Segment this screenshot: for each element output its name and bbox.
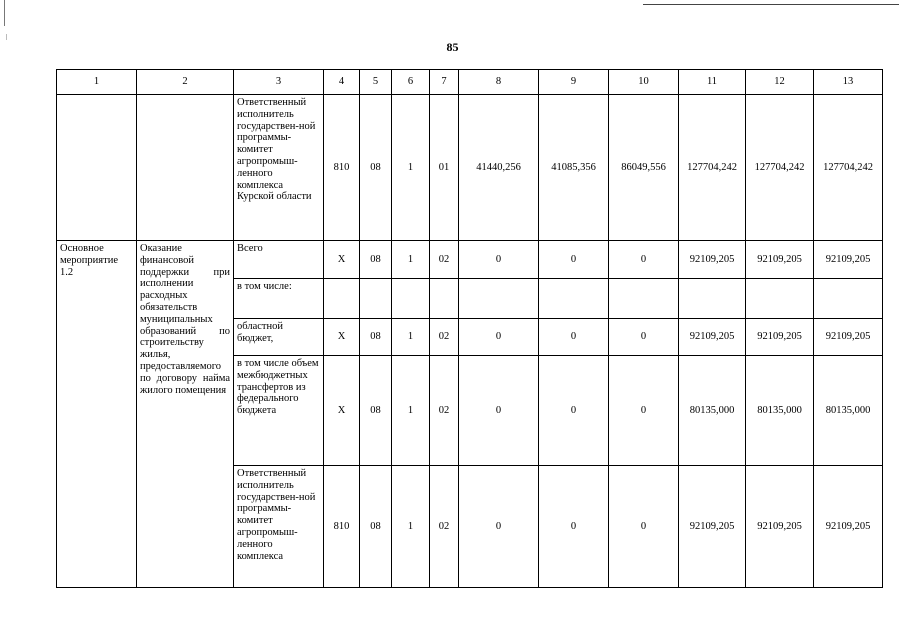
page-number: 85: [446, 40, 459, 54]
table-cell: 810: [324, 466, 360, 588]
table-cell: [430, 279, 459, 319]
table-cell: 1: [392, 95, 430, 241]
executor-cell: Ответственный исполнитель государствен-ной программы-комитет агропромыш-ленного комплекса: [234, 466, 324, 588]
amount-cell: 0: [539, 356, 609, 466]
amount-cell: 92109,205: [679, 319, 746, 356]
amount-cell: 41440,256: [459, 95, 539, 241]
table-cell: 01: [430, 95, 459, 241]
column-header: 5: [360, 70, 392, 95]
table-cell: 08: [360, 241, 392, 279]
table-cell: 810: [324, 95, 360, 241]
column-header: 8: [459, 70, 539, 95]
amount-cell: 0: [459, 466, 539, 588]
amount-cell: 0: [459, 241, 539, 279]
amount-cell: 127704,242: [746, 95, 814, 241]
activity-name-cell: Основное мероприятие 1.2: [57, 241, 137, 588]
table-cell: [609, 279, 679, 319]
amount-cell: 0: [459, 319, 539, 356]
column-header: 9: [539, 70, 609, 95]
table-cell: [360, 279, 392, 319]
column-header: 11: [679, 70, 746, 95]
amount-cell: 0: [539, 466, 609, 588]
table-cell: [539, 279, 609, 319]
amount-cell: 80135,000: [746, 356, 814, 466]
amount-cell: 0: [539, 319, 609, 356]
table-cell: 08: [360, 466, 392, 588]
amount-cell: 0: [459, 356, 539, 466]
category-cell: в том числе:: [234, 279, 324, 319]
column-header: 13: [814, 70, 883, 95]
table-row: [57, 241, 883, 279]
executor-cell: Ответственный исполнитель государствен-ной программы-комитет агропромыш-ленного комплекса Курской области: [234, 95, 324, 241]
amount-cell: 127704,242: [814, 95, 883, 241]
table-cell: [459, 279, 539, 319]
amount-cell: 0: [609, 241, 679, 279]
amount-cell: 80135,000: [679, 356, 746, 466]
table-cell: 02: [430, 241, 459, 279]
amount-cell: 41085,356: [539, 95, 609, 241]
amount-cell: 0: [609, 319, 679, 356]
table-cell: [57, 95, 137, 241]
budget-table: [56, 69, 883, 588]
table-cell: 02: [430, 466, 459, 588]
table-cell: 1: [392, 319, 430, 356]
table-cell: 02: [430, 356, 459, 466]
table-cell: [679, 279, 746, 319]
table-cell: [137, 95, 234, 241]
amount-cell: 0: [609, 356, 679, 466]
table-cell: 1: [392, 356, 430, 466]
amount-cell: 92109,205: [746, 241, 814, 279]
column-header: 2: [137, 70, 234, 95]
amount-cell: 92109,205: [814, 319, 883, 356]
table-cell: 1: [392, 466, 430, 588]
amount-cell: 92109,205: [746, 319, 814, 356]
amount-cell: 92109,205: [679, 241, 746, 279]
amount-cell: 127704,242: [679, 95, 746, 241]
column-header: 6: [392, 70, 430, 95]
table-cell: [746, 279, 814, 319]
amount-cell: 92109,205: [814, 466, 883, 588]
amount-cell: 0: [539, 241, 609, 279]
amount-cell: 92109,205: [746, 466, 814, 588]
column-header: 3: [234, 70, 324, 95]
amount-cell: 92109,205: [679, 466, 746, 588]
category-cell: областной бюджет,: [234, 319, 324, 356]
column-number-row: [57, 70, 883, 95]
category-cell: Всего: [234, 241, 324, 279]
table-cell: [392, 279, 430, 319]
category-cell: в том числе объем межбюджетных трансфертов из федерального бюджета: [234, 356, 324, 466]
table-cell: [814, 279, 883, 319]
left-margin-mark: [4, 0, 5, 26]
table-cell: 08: [360, 95, 392, 241]
table-row: [57, 95, 883, 241]
activity-description-cell: Оказание финансовой поддержки при исполнении расходных обязательств муниципальных образований по строительству жилья, предоставляемого по договору найма жилого помещения: [137, 241, 234, 588]
table-cell: 02: [430, 319, 459, 356]
amount-cell: 0: [609, 466, 679, 588]
amount-cell: 80135,000: [814, 356, 883, 466]
column-header: 7: [430, 70, 459, 95]
top-rule: [643, 4, 899, 5]
column-header: 4: [324, 70, 360, 95]
column-header: 12: [746, 70, 814, 95]
amount-cell: 86049,556: [609, 95, 679, 241]
table-cell: Х: [324, 319, 360, 356]
column-header: 1: [57, 70, 137, 95]
table-cell: Х: [324, 356, 360, 466]
table-cell: 08: [360, 356, 392, 466]
table-cell: 1: [392, 241, 430, 279]
amount-cell: 92109,205: [814, 241, 883, 279]
table-cell: [324, 279, 360, 319]
table-cell: 08: [360, 319, 392, 356]
column-header: 10: [609, 70, 679, 95]
table-cell: Х: [324, 241, 360, 279]
